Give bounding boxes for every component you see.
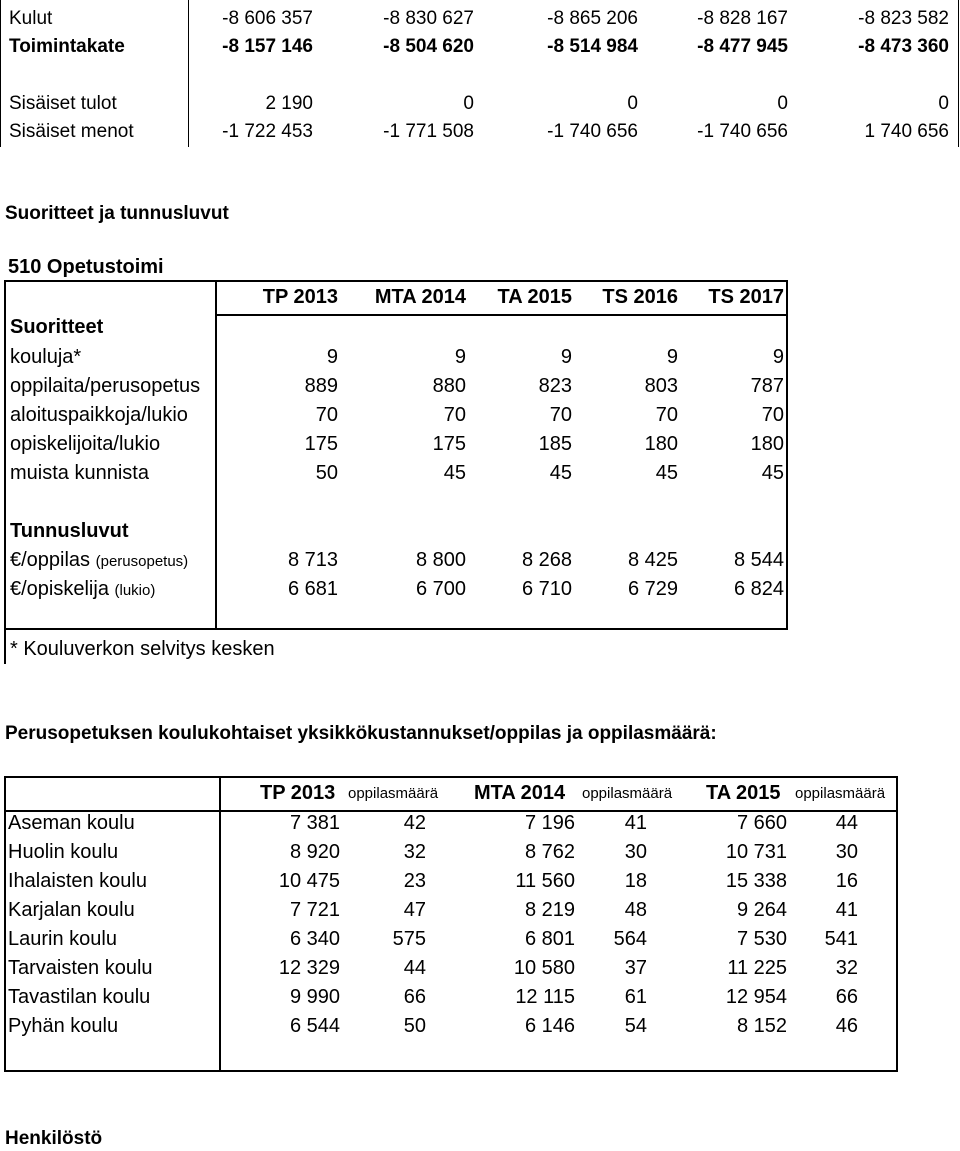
cell: 45 (443, 462, 466, 484)
cell: 8 219 (524, 899, 575, 921)
cell: 6 544 (289, 1015, 340, 1037)
group-title: Tunnusluvut (10, 520, 129, 542)
cell: -1 771 508 (383, 121, 474, 142)
cell: -8 514 984 (547, 36, 638, 57)
cell: 16 (835, 870, 858, 892)
section-title: Henkilöstö (5, 1128, 103, 1149)
cell: 54 (624, 1015, 647, 1037)
footnote: * Kouluverkon selvitys kesken (10, 638, 275, 660)
cell: 880 (432, 375, 466, 397)
opetustoimi-panel (0, 250, 792, 670)
cell: -8 823 582 (858, 8, 949, 29)
cell: 6 681 (287, 578, 338, 600)
cell: -8 865 206 (547, 8, 638, 29)
cell: 0 (463, 93, 474, 114)
cell: -8 504 620 (383, 36, 474, 57)
finance-table (0, 0, 959, 147)
cell: 12 329 (278, 957, 340, 979)
cell: 823 (538, 375, 572, 397)
cell: 9 990 (289, 986, 340, 1008)
school-name: Karjalan koulu (8, 899, 135, 921)
table-row (1, 33, 958, 60)
cell: 7 196 (524, 812, 575, 834)
row-label-main: €/oppilas (10, 549, 91, 571)
cell: 175 (432, 433, 466, 455)
cell: 8 713 (287, 549, 338, 571)
cell: 575 (392, 928, 426, 950)
cell: 175 (304, 433, 338, 455)
row-label: Kulut (9, 8, 53, 29)
cell: 0 (777, 93, 788, 114)
section-title: Perusopetuksen koulukohtaiset yksikkökustannukset/oppilas ja oppilasmäärä: (5, 723, 717, 744)
cell: 787 (750, 375, 784, 397)
cell: 9 (772, 346, 784, 368)
cell: -1 722 453 (222, 121, 313, 142)
cell: 10 475 (278, 870, 340, 892)
cell: 7 381 (289, 812, 340, 834)
row-sublabel: (lukio) (114, 582, 156, 599)
cell: -8 477 945 (697, 36, 788, 57)
cell: 9 264 (736, 899, 787, 921)
cell: 6 700 (415, 578, 466, 600)
cell: 42 (403, 812, 426, 834)
cell: 15 338 (725, 870, 787, 892)
cell: 6 824 (733, 578, 784, 600)
cell: 12 954 (725, 986, 787, 1008)
cell: 45 (549, 462, 572, 484)
cell: 11 560 (515, 870, 575, 892)
cell: 6 801 (524, 928, 575, 950)
cell: 6 729 (627, 578, 678, 600)
cell: 66 (835, 986, 858, 1008)
column-header: oppilasmäärä (795, 785, 886, 802)
cell: 41 (624, 812, 647, 834)
cell: 541 (824, 928, 858, 950)
row-label: muista kunnista (10, 462, 149, 484)
cell: 6 340 (289, 928, 340, 950)
cell: -8 830 627 (383, 8, 474, 29)
cell: 70 (655, 404, 678, 426)
cell: 70 (549, 404, 572, 426)
cell: 9 (666, 346, 678, 368)
cell: 11 225 (727, 957, 787, 979)
cell: 7 721 (289, 899, 340, 921)
cell: 48 (624, 899, 647, 921)
cell: 180 (750, 433, 784, 455)
cell: -8 606 357 (222, 8, 313, 29)
cell: 44 (403, 957, 426, 979)
cell: 45 (761, 462, 784, 484)
school-name: Tarvaisten koulu (8, 957, 153, 979)
cell: 44 (835, 812, 858, 834)
school-name: Tavastilan koulu (8, 986, 151, 1008)
row-label (10, 549, 188, 572)
row-label: opiskelijoita/lukio (10, 433, 161, 455)
cell: 8 152 (736, 1015, 787, 1037)
cell: -1 740 656 (697, 121, 788, 142)
cell: 9 (326, 346, 338, 368)
row-label: kouluja* (10, 346, 82, 368)
cell: 0 (938, 93, 949, 114)
cell: -8 828 167 (697, 8, 788, 29)
cell: -1 740 656 (547, 121, 638, 142)
row-label: aloituspaikkoja/lukio (10, 404, 188, 426)
school-name: Huolin koulu (8, 841, 119, 863)
cell: 2 190 (265, 93, 313, 114)
schools-table (0, 776, 898, 1072)
cell: 70 (315, 404, 338, 426)
school-name: Pyhän koulu (8, 1015, 119, 1037)
cell: 6 710 (521, 578, 572, 600)
row-label: Sisäiset menot (9, 121, 134, 142)
cell: 37 (624, 957, 647, 979)
cell: 8 268 (521, 549, 572, 571)
cell: 46 (835, 1015, 858, 1037)
cell: 41 (835, 899, 858, 921)
cell: 61 (624, 986, 647, 1008)
cell: 32 (403, 841, 426, 863)
column-header: TS 2017 (708, 286, 784, 308)
cell: 10 580 (513, 957, 575, 979)
cell: 1 740 656 (864, 121, 949, 142)
cell: 8 544 (733, 549, 784, 571)
cell: 47 (403, 899, 426, 921)
cell: 564 (613, 928, 647, 950)
cell: 30 (835, 841, 858, 863)
table-divider (4, 630, 6, 664)
column-header: TP 2013 (262, 286, 338, 308)
row-label (10, 578, 155, 601)
column-header: oppilasmäärä (582, 785, 673, 802)
cell: 70 (443, 404, 466, 426)
cell: 8 762 (524, 841, 575, 863)
school-name: Ihalaisten koulu (8, 870, 147, 892)
cell: 30 (624, 841, 647, 863)
cell: -8 157 146 (222, 36, 313, 57)
cell: 45 (655, 462, 678, 484)
row-label: Sisäiset tulot (9, 93, 117, 114)
cell: 10 731 (725, 841, 787, 863)
table-row (1, 118, 958, 145)
column-header: oppilasmäärä (348, 785, 439, 802)
school-name: Aseman koulu (8, 812, 135, 834)
cell: 50 (315, 462, 338, 484)
row-label: oppilaita/perusopetus (10, 375, 201, 397)
cell: 6 146 (524, 1015, 575, 1037)
school-name: Laurin koulu (8, 928, 117, 950)
column-header: MTA 2014 (474, 782, 566, 804)
column-header: MTA 2014 (374, 286, 466, 308)
row-label-main: €/opiskelija (10, 578, 109, 600)
column-header: TA 2015 (706, 782, 781, 804)
cell: 9 (454, 346, 466, 368)
cell: 8 800 (415, 549, 466, 571)
table-divider (219, 778, 221, 1070)
cell: 12 115 (515, 986, 575, 1008)
cell: 185 (538, 433, 572, 455)
cell: 70 (761, 404, 784, 426)
row-label: Toimintakate (9, 36, 125, 57)
cell: 0 (627, 93, 638, 114)
column-header: TP 2013 (260, 782, 336, 804)
section-title: Suoritteet ja tunnusluvut (5, 203, 229, 224)
table-row (1, 5, 958, 32)
cell: 32 (835, 957, 858, 979)
column-header: TA 2015 (497, 286, 572, 308)
row-sublabel: (perusopetus) (95, 553, 189, 570)
table-divider (215, 282, 217, 628)
cell: 9 (560, 346, 572, 368)
table-divider (215, 314, 786, 316)
table-row (1, 90, 958, 117)
cell: 7 530 (736, 928, 787, 950)
group-title: Suoritteet (10, 316, 104, 338)
column-header: TS 2016 (602, 286, 678, 308)
cell: 8 920 (289, 841, 340, 863)
cell: 8 425 (627, 549, 678, 571)
cell: 803 (644, 375, 678, 397)
cell: 889 (304, 375, 338, 397)
cell: 7 660 (736, 812, 787, 834)
cell: 50 (403, 1015, 426, 1037)
cell: -8 473 360 (858, 36, 949, 57)
cell: 66 (403, 986, 426, 1008)
cell: 180 (644, 433, 678, 455)
cell: 18 (624, 870, 647, 892)
panel-title: 510 Opetustoimi (8, 256, 164, 278)
cell: 23 (403, 870, 426, 892)
